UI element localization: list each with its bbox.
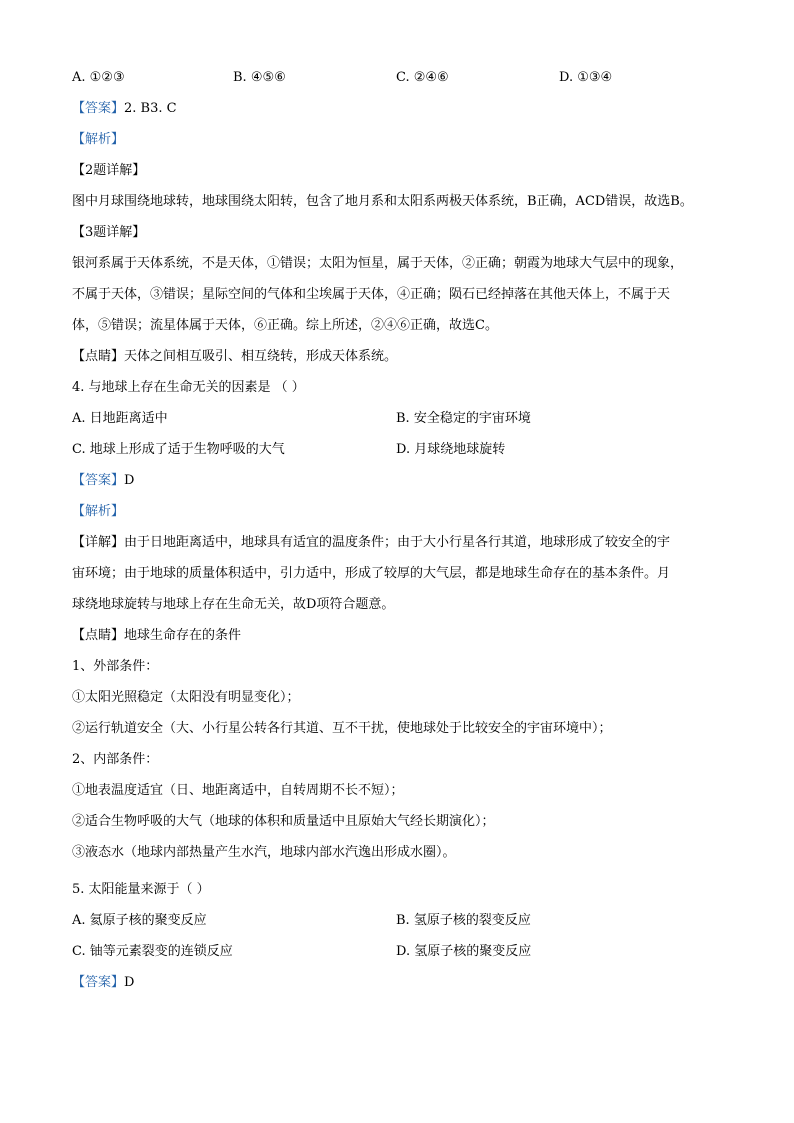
q4-options-row-2: [72, 434, 732, 465]
option-a: A. 日地距离适中: [72, 411, 168, 426]
option-b: B. 安全稳定的宇宙环境: [396, 411, 531, 426]
tip-tag: 【点睛】: [72, 349, 125, 364]
q23-analysis: [72, 124, 732, 155]
detail-tag: 【3题详解】: [72, 225, 146, 240]
q4-detail-line: [72, 527, 732, 558]
answer-tag: 【答案】: [72, 975, 125, 990]
detail-tag: 【详解】: [72, 535, 125, 550]
detail-tag: 【2题详解】: [72, 163, 146, 178]
tip-text: 天体之间相互吸引、相互绕转，形成天体系统。: [124, 349, 398, 364]
q4-stem: 4. 与地球上存在生命无关的因素是 （ ）: [72, 380, 305, 395]
q4-tip-line: ③液态水（地球内部热量产生水汽，地球内部水汽逸出形成水圈）。: [72, 845, 456, 860]
q3-detail-heading: [72, 217, 732, 248]
answer-tag: 【答案】: [72, 473, 125, 488]
q4-options-row-1: [72, 403, 732, 434]
option-c: C. ②④⑥: [396, 70, 449, 85]
q5-answer: [72, 967, 732, 998]
q23-answer: [72, 93, 732, 124]
q4-answer: [72, 465, 732, 496]
q5-options-row-2: [72, 936, 732, 967]
option-b: B. ④⑤⑥: [233, 70, 286, 85]
answer-text: 2. B3. C: [124, 101, 177, 116]
option-d: D. ①③④: [559, 70, 613, 85]
q4-tip-line: ①地表温度适宜（日、地距离适中，自转周期不长不短）；: [72, 783, 404, 798]
q2-detail-heading: [72, 155, 732, 186]
q3-detail-line: 不属于天体，③错误；星际空间的气体和尘埃属于天体，④正确；陨石已经掉落在其他天体上，不属于天: [72, 287, 671, 302]
q4-detail-line: 球绕地球旋转与地球上存在生命无关，故D项符合题意。: [72, 597, 395, 612]
q4-tip-line: ①太阳光照稳定（太阳没有明显变化）；: [72, 690, 300, 705]
q3-options: [72, 62, 732, 93]
q4-tip-line: ②适合生物呼吸的大气（地球的体积和质量适中且原始大气经长期演化）；: [72, 814, 495, 829]
answer-text: D: [124, 473, 135, 488]
answer-text: D: [124, 975, 135, 990]
option-a: A. ①②③: [72, 70, 125, 85]
q3-detail-line: 银河系属于天体系统，不是天体，①错误；太阳为恒星，属于天体，②正确；朝霞为地球大气层中的现象，: [72, 256, 684, 271]
answer-tag: 【答案】: [72, 101, 125, 116]
q5-stem: 5. 太阳能量来源于（ ）: [72, 882, 210, 897]
q3-detail-line: 体，⑤错误；流星体属于天体，⑥正确。综上所述，②④⑥正确，故选C。: [72, 318, 498, 333]
q5-options-row-1: [72, 905, 732, 936]
q4-tip-line: 1、外部条件：: [72, 659, 159, 674]
q4-tip-line: 2、内部条件：: [72, 752, 159, 767]
option-a: A. 氦原子核的聚变反应: [72, 913, 207, 928]
option-d: D. 月球绕地球旋转: [396, 442, 506, 457]
tip-tag: 【点睛】: [72, 628, 125, 643]
tip-text: 地球生命存在的条件: [124, 628, 242, 643]
option-c: C. 铀等元素裂变的连锁反应: [72, 944, 233, 959]
document-page: [72, 62, 732, 998]
q4-detail-line: 宙环境；由于地球的质量体积适中，引力适中，形成了较厚的大气层，都是地球生命存在的基本条件。月: [72, 566, 671, 581]
q23-tip: [72, 341, 732, 372]
q2-detail-text: 图中月球围绕地球转，地球围绕太阳转，包含了地月系和太阳系两极天体系统，B正确，ACD错误，故选B。: [72, 194, 693, 209]
q4-tip-line: ②运行轨道安全（大、小行星公转各行其道、互不干扰，使地球处于比较安全的宇宙环境中）；: [72, 721, 612, 736]
q4-analysis: [72, 496, 732, 527]
analysis-tag: 【解析】: [72, 132, 125, 147]
q4-tip: [72, 620, 732, 651]
option-d: D. 氢原子核的聚变反应: [396, 944, 532, 959]
detail-text: 由于日地距离适中，地球具有适宜的温度条件；由于大小行星各行其道，地球形成了较安全的宇: [124, 535, 671, 550]
option-b: B. 氢原子核的裂变反应: [396, 913, 531, 928]
option-c: C. 地球上形成了适于生物呼吸的大气: [72, 442, 285, 457]
analysis-tag: 【解析】: [72, 504, 125, 519]
